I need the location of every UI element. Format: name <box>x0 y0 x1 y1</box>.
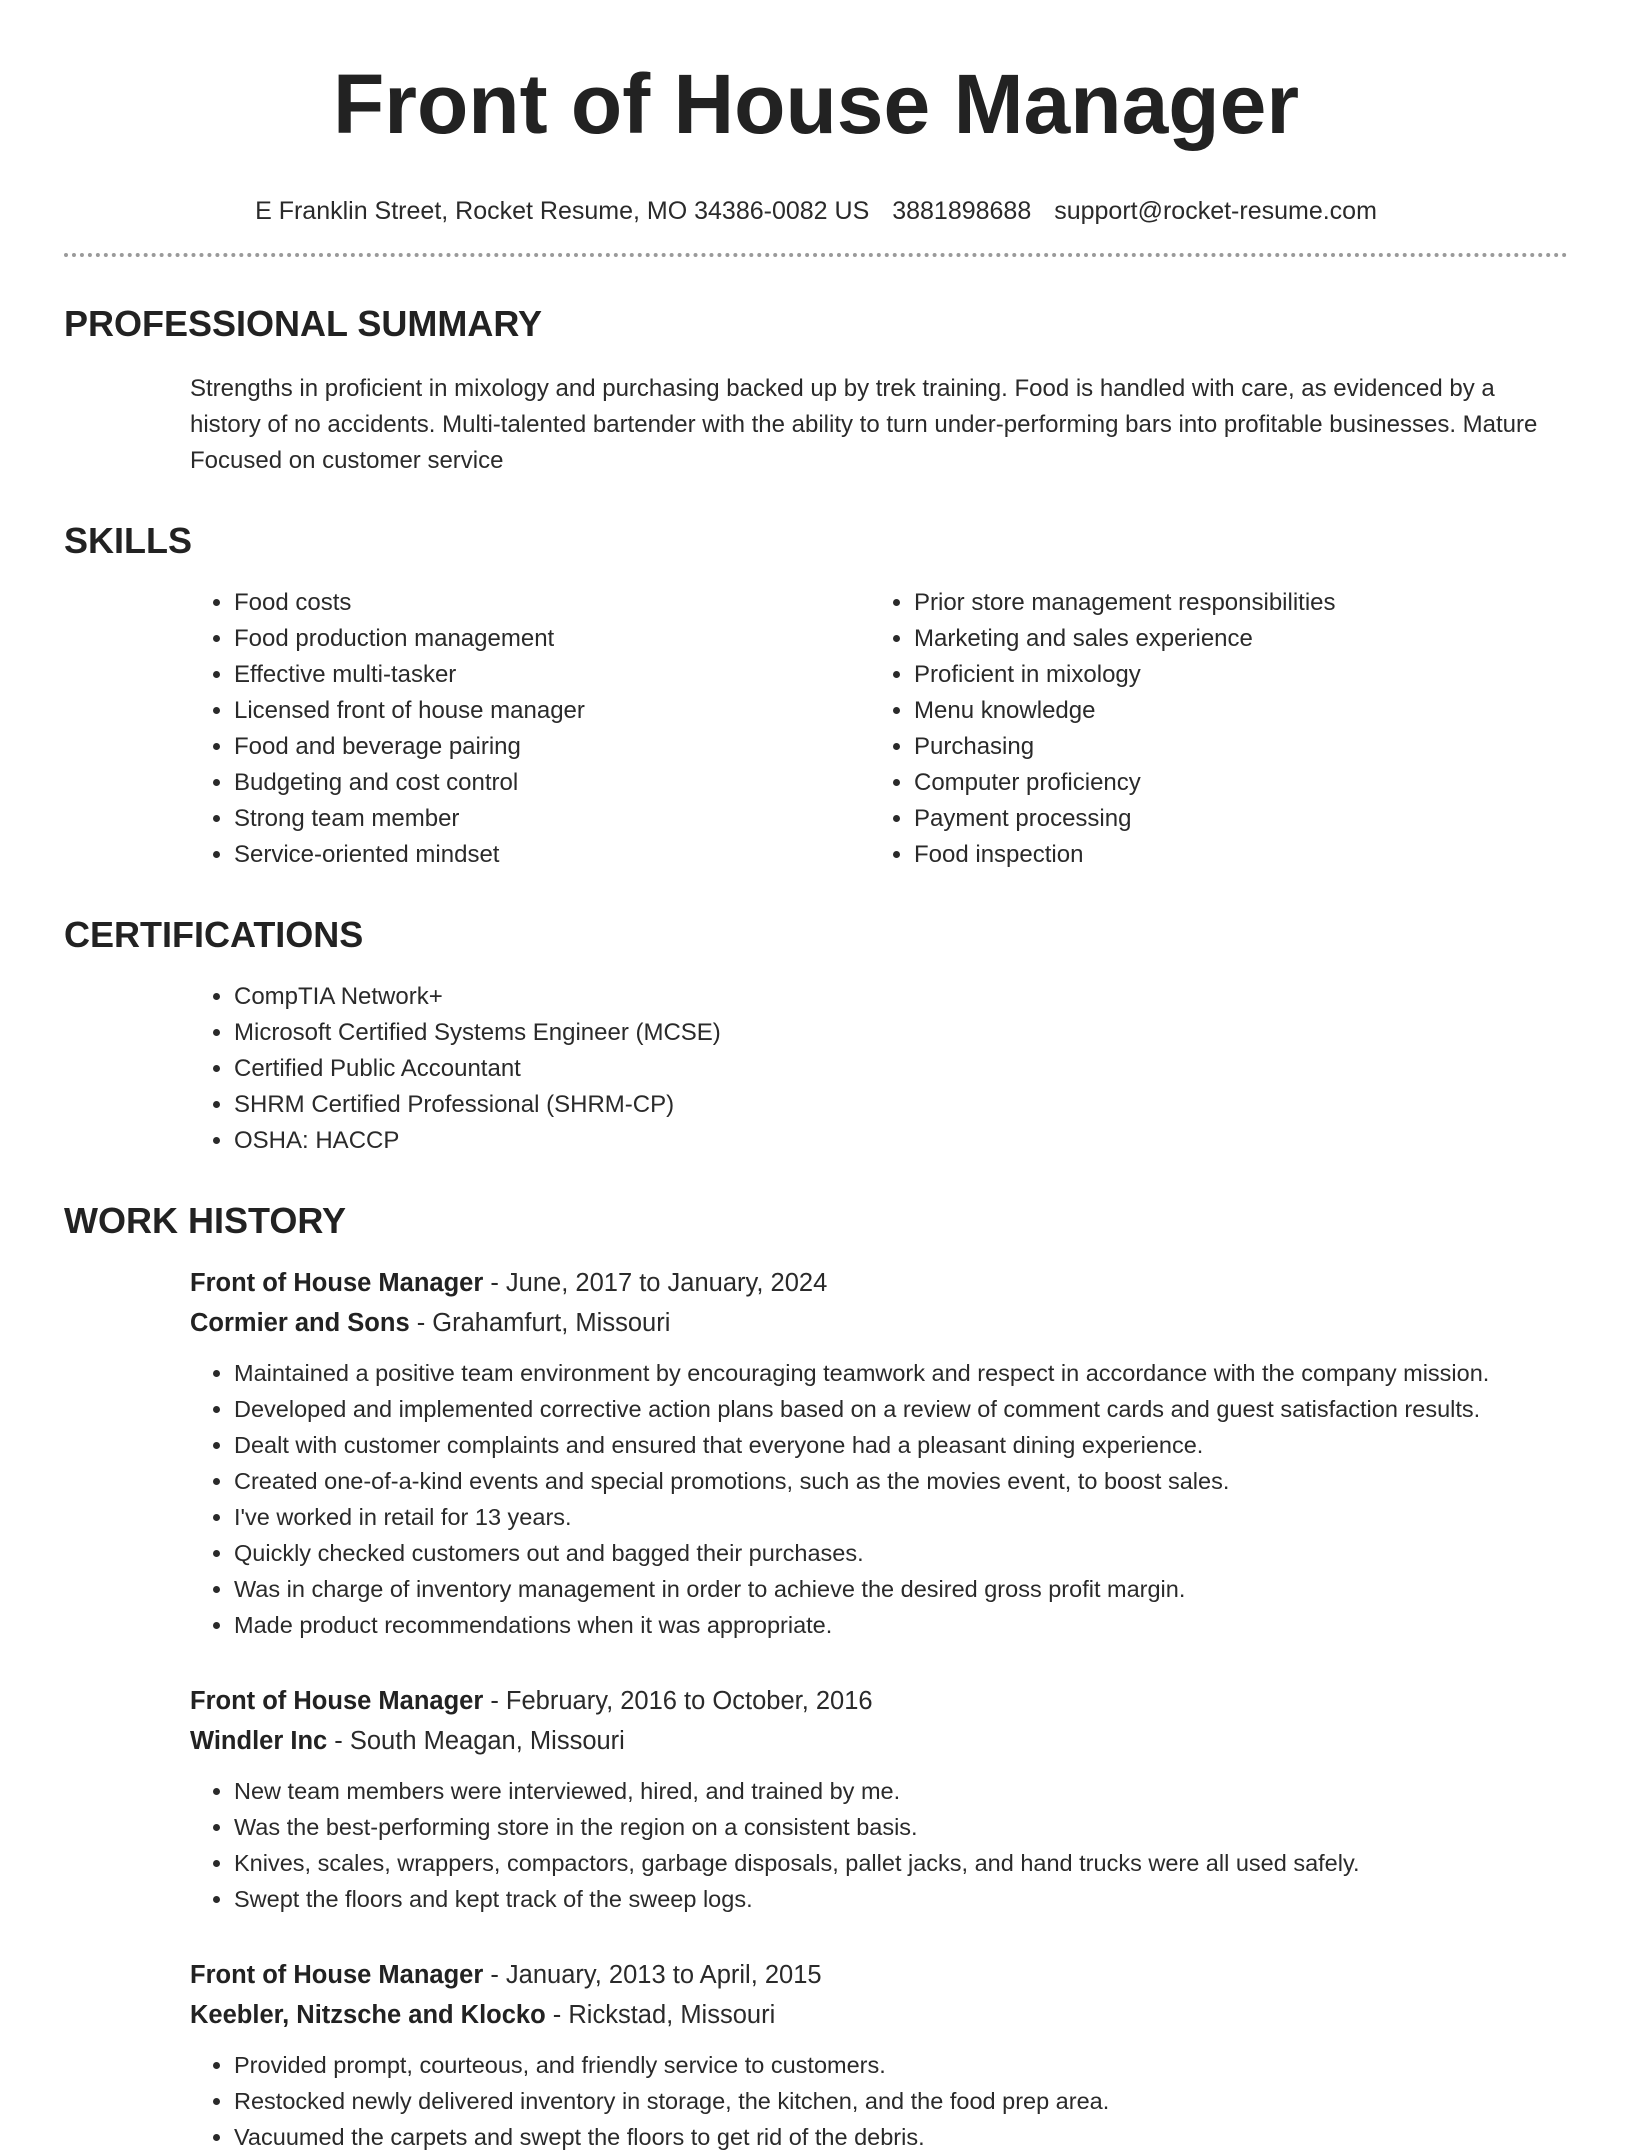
job-bullet: • Created one-of-a-kind events and special promotions, such as the movies event, to boost sales. <box>234 1463 1568 1499</box>
skills-list-left <box>190 585 870 873</box>
job-company-line <box>190 1721 1568 1761</box>
certifications-section <box>64 913 1568 1159</box>
job-title-line <box>190 1263 1568 1303</box>
skill-item: • Effective multi-tasker <box>234 657 870 693</box>
skill-item: • Payment processing <box>914 801 1550 837</box>
work-history-section <box>64 1199 1568 2155</box>
job-entry <box>190 1955 1568 2155</box>
job-bullet: • I've worked in retail for 13 years. <box>234 1499 1568 1535</box>
job-role: Front of House Manager <box>190 1961 484 1989</box>
job-dates: - February, 2016 to October, 2016 <box>483 1687 873 1715</box>
job-bullets <box>190 2047 1568 2155</box>
work-history-title: WORK HISTORY <box>64 1200 347 1241</box>
job-bullet: • Developed and implemented corrective action plans based on a review of comment cards and guest satisfaction results. <box>234 1391 1568 1427</box>
skill-item: • Licensed front of house manager <box>234 693 870 729</box>
certification-item: • SHRM Certified Professional (SHRM-CP) <box>234 1087 1568 1123</box>
contact-address: E Franklin Street, Rocket Resume, MO 34386-0082 US <box>255 197 870 225</box>
skill-item: • Purchasing <box>914 729 1550 765</box>
certifications-title: CERTIFICATIONS <box>64 914 364 955</box>
header-divider <box>64 253 1568 257</box>
certifications-list <box>190 979 1568 1159</box>
job-bullet: • Provided prompt, courteous, and friendly service to customers. <box>234 2047 1568 2083</box>
skill-item: • Food inspection <box>914 837 1550 873</box>
summary-section <box>64 302 1568 479</box>
job-bullet: • Swept the floors and kept track of the sweep logs. <box>234 1881 1568 1917</box>
skill-item: • Service-oriented mindset <box>234 837 870 873</box>
summary-text: Strengths in proficient in mixology and purchasing backed up by trek training. Food is handled with care, as evidenced by a history of no accidents. Multi-talented bartender with the ability to turn under-performing bars into profitable businesses. Mature Focused on customer service <box>190 375 1538 474</box>
contact-email: support@rocket-resume.com <box>1054 197 1377 225</box>
job-dates: - January, 2013 to April, 2015 <box>483 1961 822 1989</box>
job-bullet: • Vacuumed the carpets and swept the floors to get rid of the debris. <box>234 2119 1568 2155</box>
job-company-line <box>190 1303 1568 1343</box>
job-entry <box>190 1681 1568 1917</box>
job-company-line <box>190 1995 1568 2035</box>
contact-line <box>64 194 1568 228</box>
skill-item: • Budgeting and cost control <box>234 765 870 801</box>
certification-item: • OSHA: HACCP <box>234 1123 1568 1159</box>
skill-item: • Strong team member <box>234 801 870 837</box>
job-bullet: • Made product recommendations when it was appropriate. <box>234 1607 1568 1643</box>
job-bullet: • Was the best-performing store in the region on a consistent basis. <box>234 1809 1568 1845</box>
job-company: Windler Inc <box>190 1727 328 1755</box>
job-bullet: • Quickly checked customers out and bagged their purchases. <box>234 1535 1568 1571</box>
job-company: Keebler, Nitzsche and Klocko <box>190 2001 546 2029</box>
job-bullet: • Dealt with customer complaints and ensured that everyone had a pleasant dining experience. <box>234 1427 1568 1463</box>
summary-title: PROFESSIONAL SUMMARY <box>64 303 543 344</box>
skills-title: SKILLS <box>64 520 193 561</box>
job-company: Cormier and Sons <box>190 1309 410 1337</box>
job-role: Front of House Manager <box>190 1269 484 1297</box>
job-bullets <box>190 1355 1568 1643</box>
certification-item: • Microsoft Certified Systems Engineer (MCSE) <box>234 1015 1568 1051</box>
job-location: - Rickstad, Missouri <box>545 2001 776 2029</box>
skill-item: • Computer proficiency <box>914 765 1550 801</box>
job-bullets <box>190 1773 1568 1917</box>
certification-item: • CompTIA Network+ <box>234 979 1568 1015</box>
job-dates: - June, 2017 to January, 2024 <box>483 1269 828 1297</box>
job-bullet: • Was in charge of inventory management in order to achieve the desired gross profit margin. <box>234 1571 1568 1607</box>
job-bullet: • New team members were interviewed, hired, and trained by me. <box>234 1773 1568 1809</box>
skills-section <box>64 519 1568 873</box>
skill-item: • Food production management <box>234 621 870 657</box>
job-location: - Grahamfurt, Missouri <box>409 1309 671 1337</box>
skills-grid <box>64 585 1568 873</box>
skill-item: • Menu knowledge <box>914 693 1550 729</box>
job-bullet: • Knives, scales, wrappers, compactors, garbage disposals, pallet jacks, and hand trucks were all used safely. <box>234 1845 1568 1881</box>
skill-item: • Proficient in mixology <box>914 657 1550 693</box>
contact-phone: 3881898688 <box>892 197 1032 225</box>
certification-item: • Certified Public Accountant <box>234 1051 1568 1087</box>
job-location: - South Meagan, Missouri <box>327 1727 625 1755</box>
job-role: Front of House Manager <box>190 1687 484 1715</box>
skill-item: • Marketing and sales experience <box>914 621 1550 657</box>
skill-item: • Food and beverage pairing <box>234 729 870 765</box>
job-title-line <box>190 1955 1568 1995</box>
skill-item: • Prior store management responsibilities <box>914 585 1550 621</box>
job-entry <box>190 1263 1568 1643</box>
skills-list-right <box>870 585 1550 873</box>
job-bullet: • Restocked newly delivered inventory in storage, the kitchen, and the food prep area. <box>234 2083 1568 2119</box>
job-bullet: • Maintained a positive team environment by encouraging teamwork and respect in accordance with the company mission. <box>234 1355 1568 1391</box>
job-title-line <box>190 1681 1568 1721</box>
skill-item: • Food costs <box>234 585 870 621</box>
resume-name: Front of House Manager <box>332 57 1300 151</box>
